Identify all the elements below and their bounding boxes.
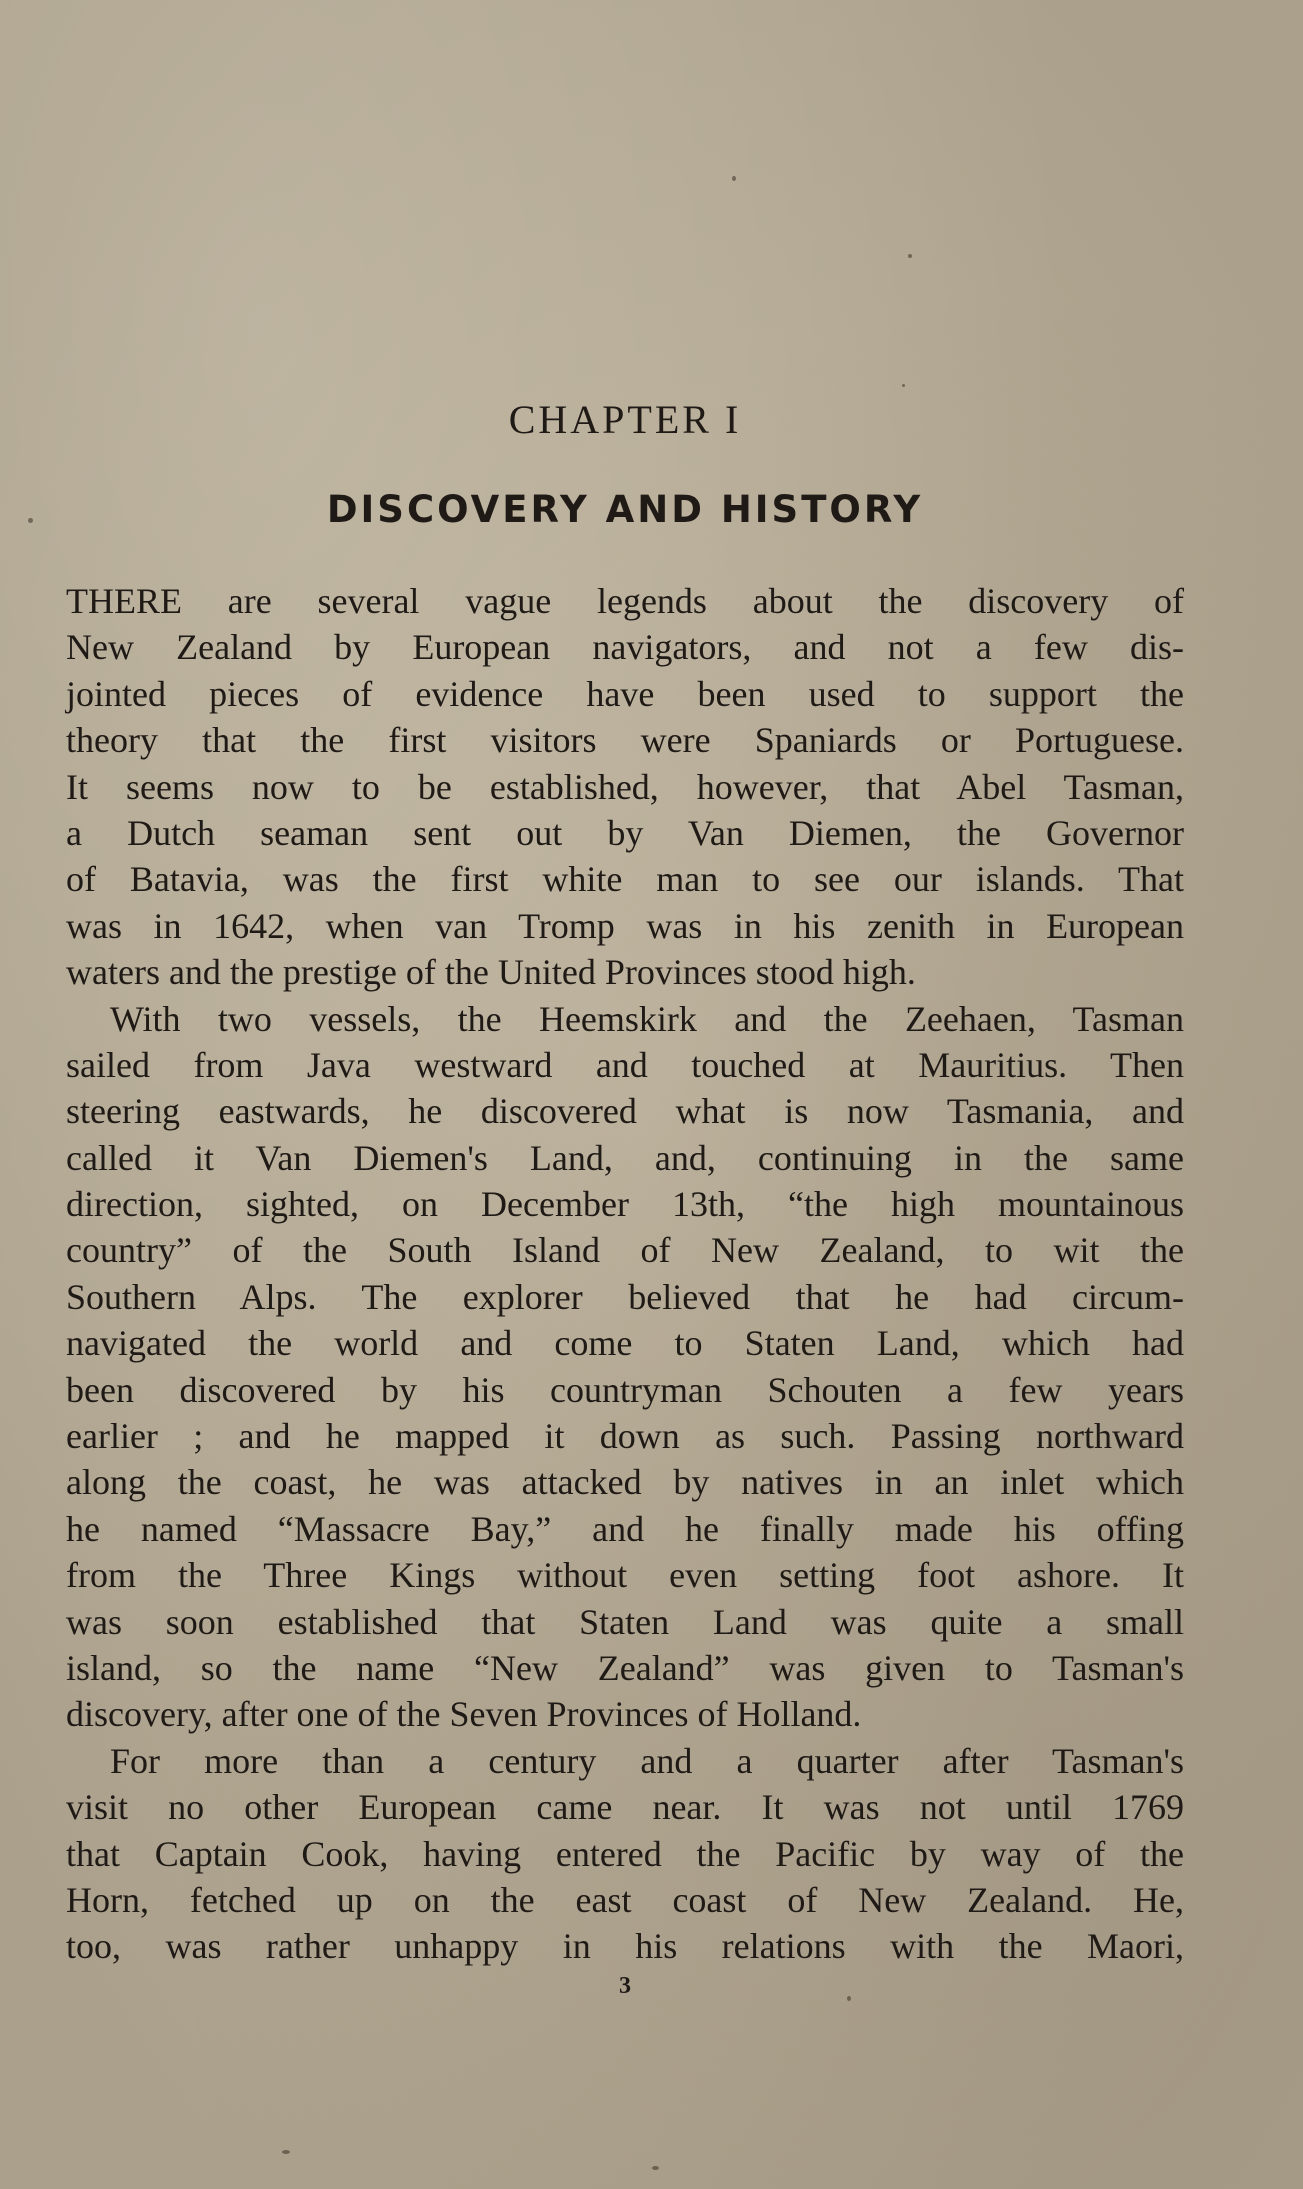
text-line: With two vessels, the Heemskirk and the Zeehaen, Tasman: [110, 998, 1184, 1039]
paper-speck: [652, 2166, 659, 2170]
text-line: from the Three Kings without even setting foot ashore. It: [66, 1555, 1184, 1596]
text-line: theory that the first visitors were Spaniards or Portuguese.: [66, 720, 1184, 761]
text-line: earlier ; and he mapped it down as such. Passing northward: [66, 1416, 1184, 1457]
text-line: THERE are several vague legends about the discovery of: [66, 581, 1184, 621]
paper-speck: [28, 518, 33, 523]
text-line: too, was rather unhappy in his relations with the Maori,: [66, 1926, 1184, 1967]
text-line: steering eastwards, he discovered what is now Tasmania, and: [66, 1091, 1184, 1132]
paragraph-1: [66, 578, 1184, 996]
paper-speck: [902, 384, 905, 387]
text-line: that Captain Cook, having entered the Pacific by way of the: [66, 1833, 1184, 1874]
text-line: of Batavia, was the first white man to see our islands. That: [66, 859, 1184, 900]
text-line: a Dutch seaman sent out by Van Diemen, the Governor: [66, 812, 1184, 853]
text-line: visit no other European came near. It was not until 1769: [66, 1787, 1184, 1828]
text-line: he named “Massacre Bay,” and he finally made his offing: [66, 1508, 1184, 1549]
text-line: Horn, fetched up on the east coast of New Zealand. He,: [66, 1879, 1184, 1920]
page-number: 3: [619, 1973, 631, 1999]
paper-speck: [908, 254, 912, 258]
paragraph-3: [66, 1738, 1184, 1970]
text-line: discovery, after one of the Seven Provinces of Holland.: [66, 1694, 862, 1735]
body-text: [66, 578, 1184, 1970]
text-line: was in 1642, when van Tromp was in his zenith in European: [66, 905, 1184, 946]
text-line: navigated the world and come to Staten Land, which had: [66, 1323, 1184, 1364]
text-line: along the coast, he was attacked by natives in an inlet which: [66, 1462, 1184, 1503]
chapter-title: DISCOVERY AND HISTORY: [326, 488, 924, 531]
text-line: been discovered by his countryman Schouten a few years: [66, 1369, 1184, 1410]
text-line: called it Van Diemen's Land, and, continuing in the same: [66, 1137, 1184, 1178]
text-line: It seems now to be established, however, that Abel Tasman,: [66, 766, 1184, 807]
text-line: jointed pieces of evidence have been used to support the: [66, 673, 1184, 714]
text-line: Southern Alps. The explorer believed that he had circum-: [66, 1276, 1184, 1317]
text-line: sailed from Java westward and touched at Mauritius. Then: [66, 1044, 1184, 1085]
text-line: New Zealand by European navigators, and not a few dis-: [66, 627, 1184, 668]
paper-speck: [847, 1996, 851, 2001]
text-line: For more than a century and a quarter after Tasman's: [110, 1740, 1184, 1781]
text-line: country” of the South Island of New Zealand, to wit the: [66, 1230, 1184, 1271]
chapter-number: CHAPTER I: [508, 397, 742, 442]
paragraph-2: [66, 996, 1184, 1738]
text-line: was soon established that Staten Land was quite a small: [66, 1601, 1184, 1642]
text-line: waters and the prestige of the United Provinces stood high.: [66, 952, 916, 993]
paper-speck: [732, 176, 736, 181]
text-line: direction, sighted, on December 13th, “the high mountainous: [66, 1184, 1184, 1225]
text-line: island, so the name “New Zealand” was given to Tasman's: [66, 1647, 1184, 1688]
paper-speck: [282, 2150, 290, 2154]
